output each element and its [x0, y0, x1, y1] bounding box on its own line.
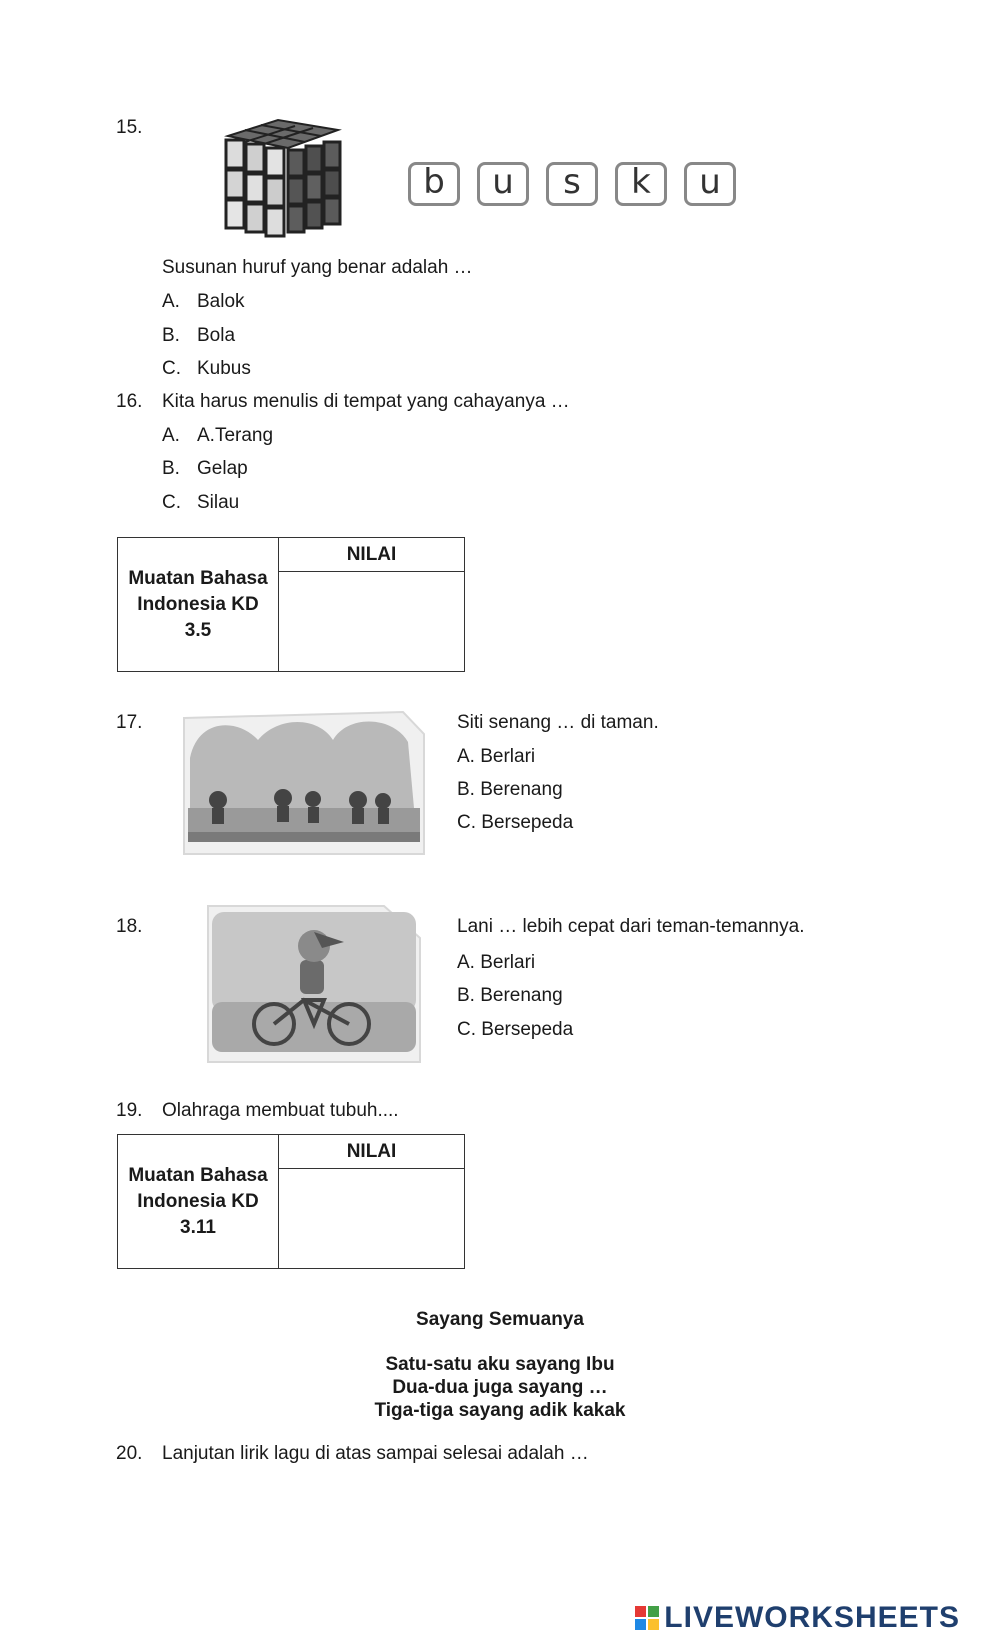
nilai-score-cell[interactable]	[279, 572, 465, 672]
letter-tile: s	[546, 162, 598, 206]
score-box-kd-3-11	[117, 1134, 465, 1269]
question-number-15: 15.	[116, 117, 143, 138]
option-letter: C.	[162, 492, 181, 513]
option-text[interactable]: A.Terang	[197, 425, 274, 446]
option-text[interactable]: A. Berlari	[457, 952, 536, 973]
letter-tile: u	[477, 162, 529, 206]
question-18-prompt: Lani … lebih cepat dari teman-temannya.	[457, 916, 805, 937]
question-19-prompt: Olahraga membuat tubuh....	[162, 1100, 399, 1121]
letter-tiles	[408, 162, 736, 206]
liveworksheets-icon	[634, 1605, 660, 1631]
option-letter: B.	[162, 458, 180, 479]
letter-tile: b	[408, 162, 460, 206]
rubiks-cube-image	[218, 118, 348, 243]
option-text[interactable]: B. Berenang	[457, 985, 563, 1006]
option-text[interactable]: C. Bersepeda	[457, 1019, 574, 1040]
letter-tile: k	[615, 162, 667, 206]
option-letter: A.	[162, 291, 180, 312]
option-letter: A.	[162, 425, 180, 446]
question-17-prompt: Siti senang … di taman.	[457, 712, 659, 733]
option-text[interactable]: C. Bersepeda	[457, 812, 574, 833]
liveworksheets-logo	[634, 1601, 960, 1635]
child-cycling-image	[204, 902, 426, 1067]
option-letter: B.	[162, 325, 180, 346]
question-16-prompt: Kita harus menulis di tempat yang cahayanya …	[162, 391, 570, 412]
option-text[interactable]: Bola	[197, 325, 236, 346]
nilai-header: NILAI	[279, 538, 465, 572]
nilai-score-cell[interactable]	[279, 1169, 465, 1269]
question-number-19: 19.	[116, 1100, 143, 1121]
song-title: Sayang Semuanya	[416, 1309, 584, 1330]
letter-tile: u	[684, 162, 736, 206]
nilai-header: NILAI	[279, 1135, 465, 1169]
subject-line-2: Indonesia KD	[137, 593, 259, 615]
subject-line-1: Muatan Bahasa	[128, 567, 268, 589]
subject-cell	[118, 538, 279, 672]
option-text[interactable]: Gelap	[197, 458, 248, 479]
question-15-prompt: Susunan huruf yang benar adalah …	[162, 257, 473, 278]
question-number-20: 20.	[116, 1443, 143, 1464]
option-text[interactable]: A. Berlari	[457, 746, 536, 767]
question-20-prompt: Lanjutan lirik lagu di atas sampai selesai adalah …	[162, 1443, 589, 1464]
option-text[interactable]: Kubus	[197, 358, 251, 379]
subject-line-3: 3.11	[180, 1216, 216, 1238]
song-line-2: Dua-dua juga sayang …	[392, 1377, 608, 1398]
option-letter: C.	[162, 358, 181, 379]
song-line-1: Satu-satu aku sayang Ibu	[385, 1354, 615, 1375]
children-running-image	[178, 708, 430, 860]
question-number-17: 17.	[116, 712, 143, 733]
subject-line-1: Muatan Bahasa	[128, 1164, 268, 1186]
option-text[interactable]: Silau	[197, 492, 240, 513]
subject-line-3: 3.5	[184, 619, 212, 641]
option-text[interactable]: Balok	[197, 291, 245, 312]
score-box-kd-3-5	[117, 537, 465, 672]
brand-text: LIVEWORKSHEETS	[664, 1601, 960, 1634]
question-number-18: 18.	[116, 916, 143, 937]
question-number-16: 16.	[116, 391, 143, 412]
subject-line-2: Indonesia KD	[137, 1190, 259, 1212]
subject-cell	[118, 1135, 279, 1269]
song-line-3: Tiga-tiga sayang adik kakak	[374, 1400, 626, 1421]
option-text[interactable]: B. Berenang	[457, 779, 563, 800]
